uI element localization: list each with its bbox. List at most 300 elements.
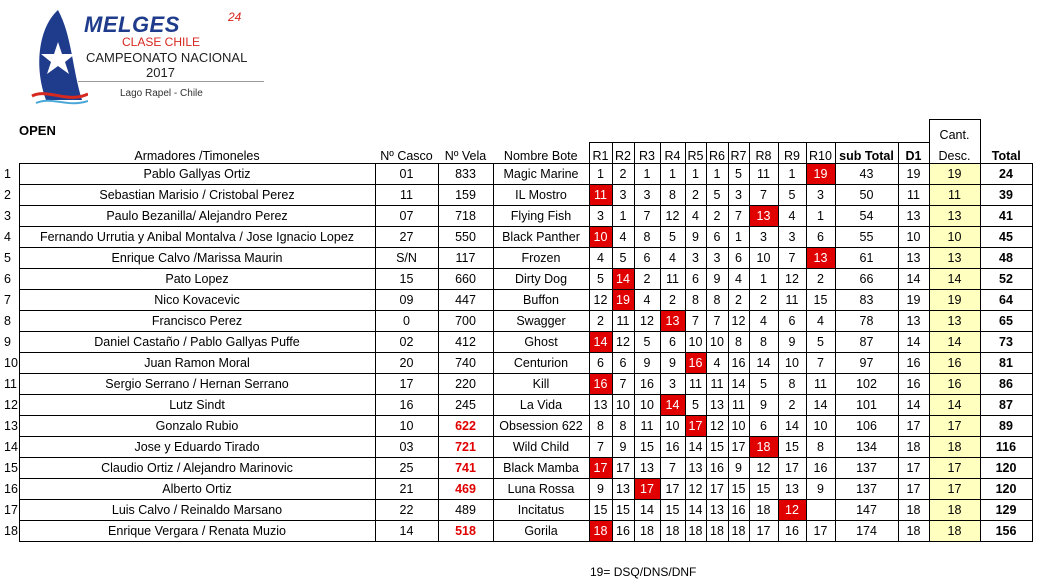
cell-d1: 13 bbox=[898, 310, 929, 331]
cell-race-result: 12 bbox=[634, 310, 660, 331]
header-d1: D1 bbox=[898, 142, 929, 163]
cell-race-result: 12 bbox=[778, 268, 806, 289]
cell-race-result: 4 bbox=[728, 268, 749, 289]
row-position: 3 bbox=[4, 208, 11, 223]
cell-race-result: 7 bbox=[806, 352, 835, 373]
cell-boat: Black Panther bbox=[493, 226, 589, 247]
cell-race-result: 14 bbox=[660, 394, 685, 415]
event-logo bbox=[28, 8, 268, 110]
row-position: 11 bbox=[4, 376, 17, 391]
cell-race-result: 7 bbox=[778, 247, 806, 268]
row-position: 12 bbox=[4, 397, 18, 412]
cell-total: 81 bbox=[980, 352, 1032, 373]
cell-race-result: 16 bbox=[685, 352, 706, 373]
cell-race-result: 12 bbox=[728, 310, 749, 331]
cell-race-result: 13 bbox=[778, 478, 806, 499]
cell-boat: Flying Fish bbox=[493, 205, 589, 226]
cell-race-result: 13 bbox=[612, 478, 634, 499]
cell-race-result: 4 bbox=[589, 247, 612, 268]
cell-race-result: 8 bbox=[806, 436, 835, 457]
cell-sail: 245 bbox=[438, 394, 493, 415]
cell-race-result: 16 bbox=[728, 352, 749, 373]
cell-race-result: 1 bbox=[589, 163, 612, 184]
cell-hull: S/N bbox=[375, 247, 438, 268]
cell-race-result: 8 bbox=[634, 226, 660, 247]
cell-race-result: 2 bbox=[749, 289, 778, 310]
cell-race-result: 3 bbox=[634, 184, 660, 205]
cell-race-result: 18 bbox=[749, 499, 778, 520]
cell-sail: 469 bbox=[438, 478, 493, 499]
cell-race-result: 18 bbox=[589, 520, 612, 541]
cell-race-result: 9 bbox=[634, 352, 660, 373]
cell-race-result: 12 bbox=[749, 457, 778, 478]
cell-race-result: 13 bbox=[660, 310, 685, 331]
cell-owners: Pato Lopez bbox=[19, 268, 375, 289]
cell-subtotal: 147 bbox=[835, 499, 898, 520]
cell-race-result: 9 bbox=[612, 436, 634, 457]
cell-race-result: 3 bbox=[612, 184, 634, 205]
cell-race-result: 14 bbox=[612, 268, 634, 289]
logo-class-name: CLASE CHILE bbox=[122, 35, 201, 49]
row-position: 5 bbox=[4, 250, 11, 265]
cell-race-result: 15 bbox=[706, 436, 728, 457]
cell-d1: 18 bbox=[898, 436, 929, 457]
cell-race-result: 8 bbox=[589, 415, 612, 436]
cell-d1: 16 bbox=[898, 352, 929, 373]
cell-total: 45 bbox=[980, 226, 1032, 247]
cell-race-result: 14 bbox=[749, 352, 778, 373]
cell-race-result: 16 bbox=[706, 457, 728, 478]
table-row bbox=[4, 226, 1032, 247]
cell-race-result: 12 bbox=[778, 499, 806, 520]
cell-race-result: 17 bbox=[806, 520, 835, 541]
cell-discards: 18 bbox=[929, 499, 980, 520]
cell-race-result: 14 bbox=[589, 331, 612, 352]
cell-d1: 16 bbox=[898, 373, 929, 394]
cell-total: 41 bbox=[980, 205, 1032, 226]
cell-race-result: 17 bbox=[778, 457, 806, 478]
cell-race-result: 3 bbox=[749, 226, 778, 247]
cell-hull: 0 bbox=[375, 310, 438, 331]
cell-race-result: 3 bbox=[728, 184, 749, 205]
cell-discards: 19 bbox=[929, 289, 980, 310]
cell-race-result: 16 bbox=[589, 373, 612, 394]
cell-race-result: 1 bbox=[612, 205, 634, 226]
cell-race-result: 17 bbox=[634, 478, 660, 499]
row-position: 17 bbox=[4, 502, 18, 517]
cell-boat: Luna Rossa bbox=[493, 478, 589, 499]
cell-race-result: 7 bbox=[749, 184, 778, 205]
cell-subtotal: 106 bbox=[835, 415, 898, 436]
cell-owners: Daniel Castaño / Pablo Gallyas Puffe bbox=[19, 331, 375, 352]
header-subtotal: sub Total bbox=[835, 142, 898, 163]
cell-race-result: 10 bbox=[589, 226, 612, 247]
cell-race-result: 16 bbox=[806, 457, 835, 478]
cell-boat: Frozen bbox=[493, 247, 589, 268]
cell-race-result: 17 bbox=[706, 478, 728, 499]
cell-discards: 18 bbox=[929, 520, 980, 541]
cell-race-result: 17 bbox=[749, 520, 778, 541]
cell-race-result: 10 bbox=[612, 394, 634, 415]
cell-race-result: 16 bbox=[612, 520, 634, 541]
cell-boat: Kill bbox=[493, 373, 589, 394]
cell-sail: 447 bbox=[438, 289, 493, 310]
cell-owners: Luis Calvo / Reinaldo Marsano bbox=[19, 499, 375, 520]
cell-hull: 22 bbox=[375, 499, 438, 520]
cell-race-result: 15 bbox=[778, 436, 806, 457]
row-position: 6 bbox=[4, 271, 11, 286]
cell-boat: Magic Marine bbox=[493, 163, 589, 184]
cell-total: 24 bbox=[980, 163, 1032, 184]
cell-race-result: 9 bbox=[589, 478, 612, 499]
cell-discards: 13 bbox=[929, 205, 980, 226]
cell-owners: Juan Ramon Moral bbox=[19, 352, 375, 373]
cell-discards: 13 bbox=[929, 247, 980, 268]
logo-brand: MELGES bbox=[84, 12, 180, 37]
cell-race-result: 12 bbox=[660, 205, 685, 226]
cell-owners: Fernando Urrutia y Anibal Montalva / Jose Ignacio Lopez bbox=[19, 226, 375, 247]
row-position: 9 bbox=[4, 334, 11, 349]
cell-race-result: 17 bbox=[685, 415, 706, 436]
cell-race-result: 4 bbox=[634, 289, 660, 310]
cell-race-result: 9 bbox=[728, 457, 749, 478]
cell-owners: Enrique Calvo /Marissa Maurin bbox=[19, 247, 375, 268]
cell-subtotal: 83 bbox=[835, 289, 898, 310]
header-total: Total bbox=[991, 148, 1021, 163]
cell-race-result: 4 bbox=[806, 310, 835, 331]
row-position: 2 bbox=[4, 187, 11, 202]
header-boat: Nombre Bote bbox=[503, 148, 578, 163]
cell-race-result: 14 bbox=[685, 436, 706, 457]
cell-race-result: 8 bbox=[749, 331, 778, 352]
cell-race-result: 5 bbox=[806, 331, 835, 352]
cell-race-result: 18 bbox=[728, 520, 749, 541]
cell-race-result: 10 bbox=[634, 394, 660, 415]
cell-race-result: 4 bbox=[612, 226, 634, 247]
cell-hull: 01 bbox=[375, 163, 438, 184]
cell-discards: 11 bbox=[929, 184, 980, 205]
cell-hull: 11 bbox=[375, 184, 438, 205]
cell-total: 64 bbox=[980, 289, 1032, 310]
cell-hull: 21 bbox=[375, 478, 438, 499]
header-owners: Armadores /Timoneles bbox=[134, 148, 260, 163]
cell-total: 120 bbox=[980, 478, 1032, 499]
cell-race-result: 6 bbox=[685, 268, 706, 289]
cell-subtotal: 43 bbox=[835, 163, 898, 184]
cell-discards: 14 bbox=[929, 268, 980, 289]
sail-star-icon bbox=[28, 8, 88, 108]
cell-subtotal: 54 bbox=[835, 205, 898, 226]
cell-race-result: 3 bbox=[660, 373, 685, 394]
cell-subtotal: 97 bbox=[835, 352, 898, 373]
cell-race-result: 12 bbox=[612, 331, 634, 352]
cell-hull: 07 bbox=[375, 205, 438, 226]
cell-race-result: 5 bbox=[728, 163, 749, 184]
cell-race-result: 9 bbox=[660, 352, 685, 373]
cell-race-result: 8 bbox=[612, 415, 634, 436]
cell-discards: 13 bbox=[929, 310, 980, 331]
header-hull: Nº Casco bbox=[380, 148, 433, 163]
header-discards-top: Cant. bbox=[929, 120, 980, 143]
cell-race-result: 14 bbox=[806, 394, 835, 415]
cell-boat: Centurion bbox=[493, 352, 589, 373]
table-row bbox=[4, 520, 1032, 541]
cell-race-result: 11 bbox=[589, 184, 612, 205]
cell-race-result: 2 bbox=[660, 289, 685, 310]
footnote: 19= DSQ/DNS/DNF bbox=[590, 565, 697, 579]
cell-d1: 18 bbox=[898, 499, 929, 520]
cell-race-result: 7 bbox=[706, 310, 728, 331]
cell-boat: Buffon bbox=[493, 289, 589, 310]
cell-race-result: 19 bbox=[612, 289, 634, 310]
row-position: 15 bbox=[4, 460, 18, 475]
cell-hull: 25 bbox=[375, 457, 438, 478]
table-row bbox=[4, 247, 1032, 268]
cell-sail: 833 bbox=[438, 163, 493, 184]
cell-discards: 14 bbox=[929, 394, 980, 415]
cell-race-result: 2 bbox=[589, 310, 612, 331]
cell-race-result: 6 bbox=[749, 415, 778, 436]
cell-race-result: 1 bbox=[660, 163, 685, 184]
table-row bbox=[4, 268, 1032, 289]
cell-race-result: 11 bbox=[634, 415, 660, 436]
table-header bbox=[4, 120, 1032, 164]
cell-subtotal: 87 bbox=[835, 331, 898, 352]
cell-race-result: 5 bbox=[685, 394, 706, 415]
table-row bbox=[4, 415, 1032, 436]
table-row bbox=[4, 352, 1032, 373]
cell-hull: 15 bbox=[375, 268, 438, 289]
cell-race-result: 13 bbox=[685, 457, 706, 478]
cell-race-result: 13 bbox=[706, 394, 728, 415]
header-race: R4 bbox=[660, 142, 685, 163]
cell-race-result: 10 bbox=[685, 331, 706, 352]
logo-event-name: CAMPEONATO NACIONAL bbox=[86, 50, 248, 65]
cell-race-result: 15 bbox=[806, 289, 835, 310]
logo-year: 2017 bbox=[146, 65, 175, 80]
cell-sail: 622 bbox=[438, 415, 493, 436]
cell-race-result: 18 bbox=[706, 520, 728, 541]
table-row bbox=[4, 478, 1032, 499]
cell-subtotal: 101 bbox=[835, 394, 898, 415]
cell-race-result: 6 bbox=[728, 247, 749, 268]
cell-race-result: 7 bbox=[728, 205, 749, 226]
cell-hull: 27 bbox=[375, 226, 438, 247]
cell-race-result: 19 bbox=[806, 163, 835, 184]
cell-race-result: 7 bbox=[612, 373, 634, 394]
logo-divider bbox=[78, 81, 264, 82]
cell-d1: 17 bbox=[898, 457, 929, 478]
cell-race-result: 13 bbox=[706, 499, 728, 520]
cell-owners: Jose y Eduardo Tirado bbox=[19, 436, 375, 457]
cell-total: 86 bbox=[980, 373, 1032, 394]
cell-race-result: 18 bbox=[660, 520, 685, 541]
cell-d1: 13 bbox=[898, 205, 929, 226]
cell-discards: 16 bbox=[929, 352, 980, 373]
cell-race-result: 14 bbox=[778, 415, 806, 436]
cell-total: 48 bbox=[980, 247, 1032, 268]
cell-race-result: 5 bbox=[706, 184, 728, 205]
cell-race-result: 8 bbox=[706, 289, 728, 310]
cell-sail: 660 bbox=[438, 268, 493, 289]
cell-race-result: 11 bbox=[749, 163, 778, 184]
cell-total: 120 bbox=[980, 457, 1032, 478]
header-race: R1 bbox=[589, 142, 612, 163]
cell-race-result: 15 bbox=[728, 478, 749, 499]
cell-sail: 220 bbox=[438, 373, 493, 394]
cell-race-result: 2 bbox=[685, 184, 706, 205]
cell-subtotal: 174 bbox=[835, 520, 898, 541]
cell-boat: Incitatus bbox=[493, 499, 589, 520]
cell-d1: 17 bbox=[898, 478, 929, 499]
cell-race-result: 16 bbox=[634, 373, 660, 394]
cell-race-result bbox=[806, 499, 835, 520]
cell-hull: 09 bbox=[375, 289, 438, 310]
results-table bbox=[4, 119, 1033, 542]
cell-subtotal: 61 bbox=[835, 247, 898, 268]
cell-d1: 14 bbox=[898, 331, 929, 352]
cell-race-result: 17 bbox=[589, 457, 612, 478]
cell-d1: 17 bbox=[898, 415, 929, 436]
cell-hull: 14 bbox=[375, 520, 438, 541]
cell-race-result: 5 bbox=[634, 331, 660, 352]
header-race: R6 bbox=[706, 142, 728, 163]
cell-boat: Obsession 622 bbox=[493, 415, 589, 436]
cell-sail: 741 bbox=[438, 457, 493, 478]
cell-race-result: 7 bbox=[660, 457, 685, 478]
cell-race-result: 3 bbox=[778, 226, 806, 247]
cell-hull: 16 bbox=[375, 394, 438, 415]
cell-sail: 740 bbox=[438, 352, 493, 373]
cell-race-result: 2 bbox=[806, 268, 835, 289]
cell-race-result: 8 bbox=[728, 331, 749, 352]
cell-race-result: 16 bbox=[660, 436, 685, 457]
header-race: R3 bbox=[634, 142, 660, 163]
cell-sail: 721 bbox=[438, 436, 493, 457]
cell-race-result: 1 bbox=[806, 205, 835, 226]
cell-race-result: 11 bbox=[685, 373, 706, 394]
cell-subtotal: 55 bbox=[835, 226, 898, 247]
cell-subtotal: 66 bbox=[835, 268, 898, 289]
cell-race-result: 10 bbox=[660, 415, 685, 436]
table-row bbox=[4, 436, 1032, 457]
cell-owners: Nico Kovacevic bbox=[19, 289, 375, 310]
cell-race-result: 2 bbox=[706, 205, 728, 226]
cell-boat: La Vida bbox=[493, 394, 589, 415]
cell-owners: Pablo Gallyas Ortiz bbox=[19, 163, 375, 184]
cell-discards: 18 bbox=[929, 436, 980, 457]
cell-boat: Wild Child bbox=[493, 436, 589, 457]
table-row bbox=[4, 184, 1032, 205]
cell-race-result: 14 bbox=[634, 499, 660, 520]
cell-owners: Claudio Ortiz / Alejandro Marinovic bbox=[19, 457, 375, 478]
cell-race-result: 15 bbox=[749, 478, 778, 499]
table-row bbox=[4, 394, 1032, 415]
cell-race-result: 3 bbox=[589, 205, 612, 226]
cell-race-result: 4 bbox=[685, 205, 706, 226]
cell-race-result: 1 bbox=[728, 226, 749, 247]
cell-owners: Alberto Ortiz bbox=[19, 478, 375, 499]
cell-race-result: 10 bbox=[706, 331, 728, 352]
cell-race-result: 6 bbox=[634, 247, 660, 268]
cell-total: 52 bbox=[980, 268, 1032, 289]
cell-race-result: 18 bbox=[749, 436, 778, 457]
cell-race-result: 11 bbox=[778, 289, 806, 310]
table-row bbox=[4, 163, 1032, 184]
row-position: 13 bbox=[4, 418, 18, 433]
cell-race-result: 7 bbox=[685, 310, 706, 331]
header-race: R10 bbox=[806, 142, 835, 163]
cell-race-result: 4 bbox=[660, 247, 685, 268]
cell-subtotal: 134 bbox=[835, 436, 898, 457]
cell-race-result: 9 bbox=[749, 394, 778, 415]
cell-owners: Francisco Perez bbox=[19, 310, 375, 331]
section-title: OPEN bbox=[19, 123, 56, 138]
cell-owners: Sebastian Marisio / Cristobal Perez bbox=[19, 184, 375, 205]
cell-sail: 718 bbox=[438, 205, 493, 226]
cell-race-result: 18 bbox=[634, 520, 660, 541]
cell-total: 116 bbox=[980, 436, 1032, 457]
cell-d1: 19 bbox=[898, 289, 929, 310]
cell-owners: Sergio Serrano / Hernan Serrano bbox=[19, 373, 375, 394]
cell-d1: 14 bbox=[898, 394, 929, 415]
cell-race-result: 12 bbox=[589, 289, 612, 310]
cell-hull: 10 bbox=[375, 415, 438, 436]
cell-boat: Black Mamba bbox=[493, 457, 589, 478]
table-row bbox=[4, 499, 1032, 520]
cell-race-result: 11 bbox=[660, 268, 685, 289]
cell-discards: 14 bbox=[929, 331, 980, 352]
cell-d1: 11 bbox=[898, 184, 929, 205]
header-race: R8 bbox=[749, 142, 778, 163]
cell-race-result: 5 bbox=[660, 226, 685, 247]
header-race: R7 bbox=[728, 142, 749, 163]
cell-discards: 16 bbox=[929, 373, 980, 394]
cell-subtotal: 78 bbox=[835, 310, 898, 331]
cell-race-result: 15 bbox=[660, 499, 685, 520]
cell-boat: Dirty Dog bbox=[493, 268, 589, 289]
cell-boat: Ghost bbox=[493, 331, 589, 352]
table-row bbox=[4, 373, 1032, 394]
cell-race-result: 14 bbox=[685, 499, 706, 520]
cell-sail: 159 bbox=[438, 184, 493, 205]
cell-sail: 700 bbox=[438, 310, 493, 331]
header-race: R9 bbox=[778, 142, 806, 163]
cell-race-result: 2 bbox=[778, 394, 806, 415]
table-row bbox=[4, 457, 1032, 478]
cell-race-result: 13 bbox=[806, 247, 835, 268]
header-race: R5 bbox=[685, 142, 706, 163]
table-row bbox=[4, 205, 1032, 226]
cell-race-result: 3 bbox=[685, 247, 706, 268]
cell-race-result: 5 bbox=[749, 373, 778, 394]
cell-sail: 518 bbox=[438, 520, 493, 541]
table-row bbox=[4, 310, 1032, 331]
logo-brand-number: 24 bbox=[228, 10, 242, 24]
cell-discards: 19 bbox=[929, 163, 980, 184]
cell-total: 156 bbox=[980, 520, 1032, 541]
cell-race-result: 2 bbox=[728, 289, 749, 310]
cell-boat: IL Mostro bbox=[493, 184, 589, 205]
cell-sail: 412 bbox=[438, 331, 493, 352]
cell-race-result: 1 bbox=[778, 163, 806, 184]
cell-sail: 117 bbox=[438, 247, 493, 268]
cell-race-result: 13 bbox=[589, 394, 612, 415]
cell-race-result: 4 bbox=[706, 352, 728, 373]
cell-race-result: 11 bbox=[612, 310, 634, 331]
cell-subtotal: 137 bbox=[835, 478, 898, 499]
results-body bbox=[4, 163, 1032, 541]
